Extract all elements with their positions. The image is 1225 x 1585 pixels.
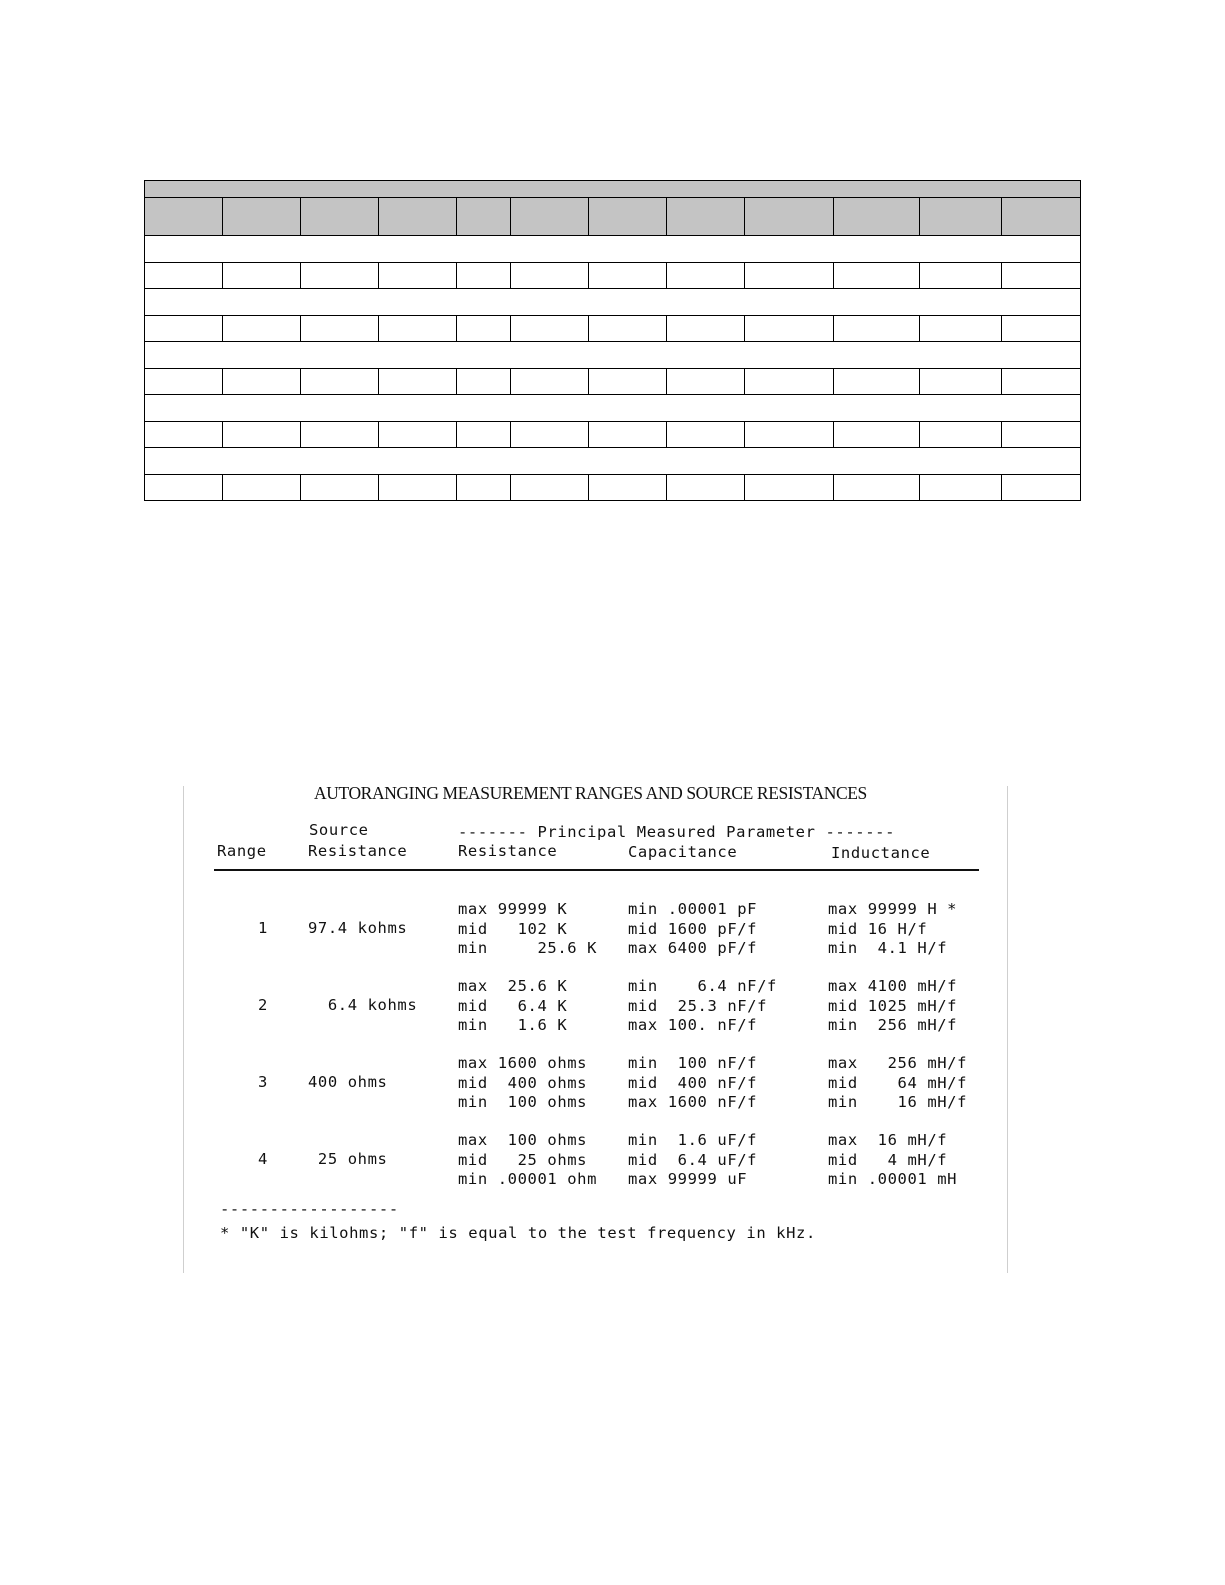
table-cell [834, 263, 920, 289]
table-cell [834, 316, 920, 342]
table-cell [920, 369, 1002, 395]
table-group-row-cell [145, 289, 1081, 316]
resistance-spec: min .00001 ohm [458, 1170, 598, 1188]
table-cell [456, 198, 511, 236]
table-cell [834, 475, 920, 501]
table-cell [456, 475, 511, 501]
table-cell [834, 198, 920, 236]
header-rule [214, 869, 979, 871]
table-cell [145, 198, 223, 236]
capacitance-spec: mid 25.3 nF/f [628, 996, 768, 1015]
resistance-spec: min 100 ohms [458, 1093, 588, 1111]
table-cell [667, 475, 745, 501]
header-source: Source [309, 821, 369, 839]
inductance-spec: max 256 mH/f [828, 1054, 968, 1072]
capacitance-spec: max 1600 nF/f [628, 1093, 758, 1111]
table-cell [667, 316, 745, 342]
resistance-spec: mid 400 ohms [458, 1073, 588, 1092]
table-cell [920, 316, 1002, 342]
table-cell [744, 263, 833, 289]
table-cell [589, 316, 667, 342]
table-cell [920, 198, 1002, 236]
range-number: 3 [258, 1073, 268, 1091]
capacitance-spec: mid 1600 pF/f [628, 919, 758, 938]
table-cell [920, 475, 1002, 501]
header-capacitance: Capacitance [628, 843, 738, 861]
table-cell [222, 422, 300, 448]
inductance-spec: min .00001 mH [828, 1170, 958, 1188]
inductance-spec: mid 4 mH/f [828, 1150, 948, 1169]
header-inductance: Inductance [831, 844, 931, 862]
footnote: * "K" is kilohms; "f" is equal to the test frequency in kHz. [220, 1224, 816, 1242]
table-cell [1001, 422, 1080, 448]
table-row [145, 369, 1081, 395]
table-cell [744, 198, 833, 236]
autoranging-figure [183, 783, 1008, 1273]
table-cell [145, 475, 223, 501]
resistance-spec: max 100 ohms [458, 1131, 588, 1149]
table-cell [378, 198, 456, 236]
table-cell [300, 316, 378, 342]
table-cell [145, 422, 223, 448]
table-cell [511, 422, 589, 448]
table-cell [300, 369, 378, 395]
capacitance-spec: max 100. nF/f [628, 1016, 758, 1034]
table-cell [744, 316, 833, 342]
table-row [145, 422, 1081, 448]
capacitance-spec: min 100 nF/f [628, 1054, 758, 1072]
resistance-spec: mid 6.4 K [458, 996, 568, 1015]
inductance-spec: min 256 mH/f [828, 1016, 958, 1034]
table-cell [300, 198, 378, 236]
range-number: 4 [258, 1150, 268, 1168]
resistance-spec: mid 102 K [458, 919, 568, 938]
table-cell [222, 198, 300, 236]
capacitance-spec: min 1.6 uF/f [628, 1131, 758, 1149]
table-group-row-cell [145, 236, 1081, 263]
resistance-spec: mid 25 ohms [458, 1150, 588, 1169]
table-row [145, 263, 1081, 289]
resistance-spec: min 25.6 K [458, 939, 598, 957]
table-group-row-cell [145, 395, 1081, 422]
table-header-row [145, 198, 1081, 236]
table-cell [511, 198, 589, 236]
inductance-spec: max 16 mH/f [828, 1131, 948, 1149]
table-cell [511, 369, 589, 395]
table-cell [456, 369, 511, 395]
inductance-spec: mid 16 H/f [828, 919, 928, 938]
footnote-rule: ------------------ [220, 1200, 399, 1218]
resistance-spec: min 1.6 K [458, 1016, 568, 1034]
resistance-spec: max 25.6 K [458, 977, 568, 995]
header-resistance: Resistance [458, 842, 558, 860]
table-group-row [145, 395, 1081, 422]
capacitance-spec: max 99999 uF [628, 1170, 748, 1188]
table-cell [834, 369, 920, 395]
table-cell [920, 422, 1002, 448]
capacitance-spec: mid 6.4 uF/f [628, 1150, 758, 1169]
table-cell [456, 422, 511, 448]
table-cell [920, 263, 1002, 289]
table-row [145, 316, 1081, 342]
inductance-spec: max 99999 H * [828, 900, 958, 918]
table-cell [222, 263, 300, 289]
source-resistance-value: 97.4 kohms [308, 919, 408, 937]
table-row [145, 475, 1081, 501]
inductance-spec: mid 64 mH/f [828, 1073, 968, 1092]
table-cell [667, 198, 745, 236]
source-resistance-value: 400 ohms [308, 1073, 388, 1091]
table-cell [589, 475, 667, 501]
resistance-spec: max 1600 ohms [458, 1054, 588, 1072]
table-cell [222, 475, 300, 501]
capacitance-spec: mid 400 nF/f [628, 1073, 758, 1092]
table-cell [667, 422, 745, 448]
table-cell [300, 422, 378, 448]
table-cell [744, 422, 833, 448]
table-cell [300, 475, 378, 501]
table-cell [378, 422, 456, 448]
capacitance-spec: min 6.4 nF/f [628, 977, 777, 995]
table-cell [378, 263, 456, 289]
inductance-spec: min 16 mH/f [828, 1093, 968, 1111]
table-group-row [145, 289, 1081, 316]
table-cell [511, 316, 589, 342]
table-cell [222, 316, 300, 342]
table-cell [511, 475, 589, 501]
table-cell [1001, 198, 1080, 236]
table-group-row-cell [145, 448, 1081, 475]
table-cell [589, 422, 667, 448]
table-cell [1001, 475, 1080, 501]
table-group-row [145, 236, 1081, 263]
table-cell [222, 369, 300, 395]
empty-grid-table [144, 180, 1081, 501]
table-cell [1001, 263, 1080, 289]
resistance-spec: max 99999 K [458, 900, 568, 918]
table-cell [1001, 369, 1080, 395]
table-cell [667, 369, 745, 395]
table-cell [456, 263, 511, 289]
source-resistance-value: 25 ohms [308, 1150, 388, 1168]
table-banner-row [145, 181, 1081, 198]
table-group-row-cell [145, 342, 1081, 369]
header-principal: ------- Principal Measured Parameter ------- [458, 823, 895, 841]
table-cell [589, 198, 667, 236]
capacitance-spec: min .00001 pF [628, 900, 758, 918]
table-cell [589, 263, 667, 289]
range-number: 1 [258, 919, 268, 937]
source-resistance-value: 6.4 kohms [308, 996, 418, 1014]
capacitance-spec: max 6400 pF/f [628, 939, 758, 957]
header-range: Range [217, 842, 267, 860]
table-cell [667, 263, 745, 289]
table-cell [456, 316, 511, 342]
range-number: 2 [258, 996, 268, 1014]
figure-title: AUTORANGING MEASUREMENT RANGES AND SOURCE RESISTANCES [314, 783, 867, 803]
table-cell [378, 369, 456, 395]
table-cell [145, 316, 223, 342]
table-group-row [145, 342, 1081, 369]
table-cell [744, 475, 833, 501]
table-cell [1001, 316, 1080, 342]
table-group-row [145, 448, 1081, 475]
table-cell [300, 263, 378, 289]
table-cell [834, 422, 920, 448]
table-cell [378, 316, 456, 342]
table-cell [589, 369, 667, 395]
table-banner-row-cell [145, 181, 1081, 198]
table-cell [145, 369, 223, 395]
header-source-resistance: Resistance [308, 842, 408, 860]
table-cell [744, 369, 833, 395]
table-cell [511, 263, 589, 289]
inductance-spec: mid 1025 mH/f [828, 996, 958, 1015]
table-cell [145, 263, 223, 289]
inductance-spec: min 4.1 H/f [828, 939, 948, 957]
inductance-spec: max 4100 mH/f [828, 977, 958, 995]
table-cell [378, 475, 456, 501]
